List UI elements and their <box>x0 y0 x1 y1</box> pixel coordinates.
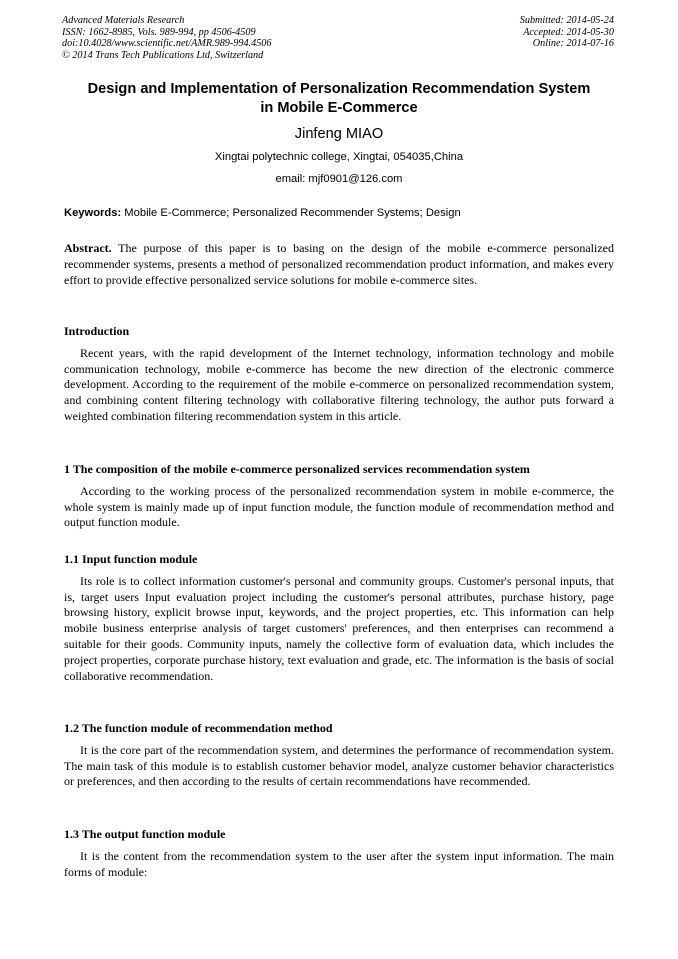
section-1-3-paragraph: It is the content from the recommendation system to the user after the system input information. The main forms of module: <box>64 848 614 879</box>
abstract-block <box>64 241 614 288</box>
paper-title-line-2: in Mobile E-Commerce <box>260 100 418 116</box>
section-1-heading: 1 The composition of the mobile e-commerce personalized services recommendation system <box>64 462 530 476</box>
abstract-label: Abstract. <box>64 241 112 255</box>
journal-issn: ISSN: 1662-8985, Vols. 989-994, pp 4506-4509 <box>62 26 256 38</box>
submitted-date: Submitted: 2014-05-24 <box>519 15 614 26</box>
introduction-section <box>64 324 614 425</box>
journal-header-right <box>520 15 614 50</box>
section-1-paragraph: According to the working process of the personalized recommendation system in mobile e-commerce, the whole system is mainly made up of input function module, the function module of recommendation method and output function module. <box>64 483 614 530</box>
author-email: email: mjf0901@126.com <box>275 173 403 185</box>
keywords-text: Mobile E-Commerce; Personalized Recommender Systems; Design <box>121 207 461 219</box>
abstract <box>64 241 614 288</box>
section-1-3-heading: 1.3 The output function module <box>64 827 226 841</box>
author-name: Jinfeng MIAO <box>294 126 384 142</box>
abstract-text: The purpose of this paper is to basing on the design of the mobile e-commerce personalized recommender systems, presents a method of personalized recommendation product information, and makes every effort to provide effective personalized service solutions for mobile e-commerce sites. <box>64 241 614 287</box>
section-1 <box>64 462 614 531</box>
section-1-1 <box>64 552 614 684</box>
journal-header-left <box>62 15 271 61</box>
accepted-date: Accepted: 2014-05-30 <box>523 26 614 38</box>
online-date: Online: 2014-07-16 <box>532 38 614 49</box>
journal-doi: doi:10.4028/www.scientific.net/AMR.989-994.4506 <box>62 38 272 49</box>
introduction-heading: Introduction <box>64 324 130 338</box>
section-1-1-paragraph: Its role is to collect information customer's personal and community groups. Customer's personal inputs, that is, target users Input evaluation project including the customer's personal attributes, purchase history, page browsing history, explicit browse input, keywords, and the project properties, etc. This information can help mobile business enterprise analysis of target customers' preferences, and then enterprises can recommend a suitable for their goods. Community inputs, namely the collective form of evaluation data, which includes the project properties, corporate purchase history, text evaluation and grade, etc. The information is the basis of social collaborative recommendation. <box>64 573 614 683</box>
keywords-label: Keywords: <box>64 207 122 219</box>
paper-title <box>40 80 638 118</box>
journal-name: Advanced Materials Research <box>62 15 185 26</box>
paper-title-line-1: Design and Implementation of Personalization Recommendation System <box>87 81 591 97</box>
journal-copyright: © 2014 Trans Tech Publications Ltd, Switzerland <box>62 49 264 61</box>
section-1-2-paragraph: It is the core part of the recommendation system, and determines the performance of recommendation system. The main task of this module is to establish customer behavior model, analyze customer behavior characteristics or preferences, and then according to the results of certain recommendations have recommended. <box>64 742 614 789</box>
section-1-3 <box>64 827 614 880</box>
section-1-1-heading: 1.1 Input function module <box>64 552 198 566</box>
author-affiliation: Xingtai polytechnic college, Xingtai, 054035,China <box>214 151 464 163</box>
keywords <box>64 206 624 220</box>
section-1-2-heading: 1.2 The function module of recommendation method <box>64 721 333 735</box>
introduction-paragraph: Recent years, with the rapid development of the Internet technology, information technology and mobile communication technology, mobile e-commerce has become the new direction of the electronic commerce development. According to the requirement of the mobile e-commerce on personalized recommendation system, and combining content filtering technology with collaborative filtering technology, the author puts forward a weighted combination filtering recommendation system in this article. <box>64 345 614 423</box>
section-1-2 <box>64 721 614 790</box>
